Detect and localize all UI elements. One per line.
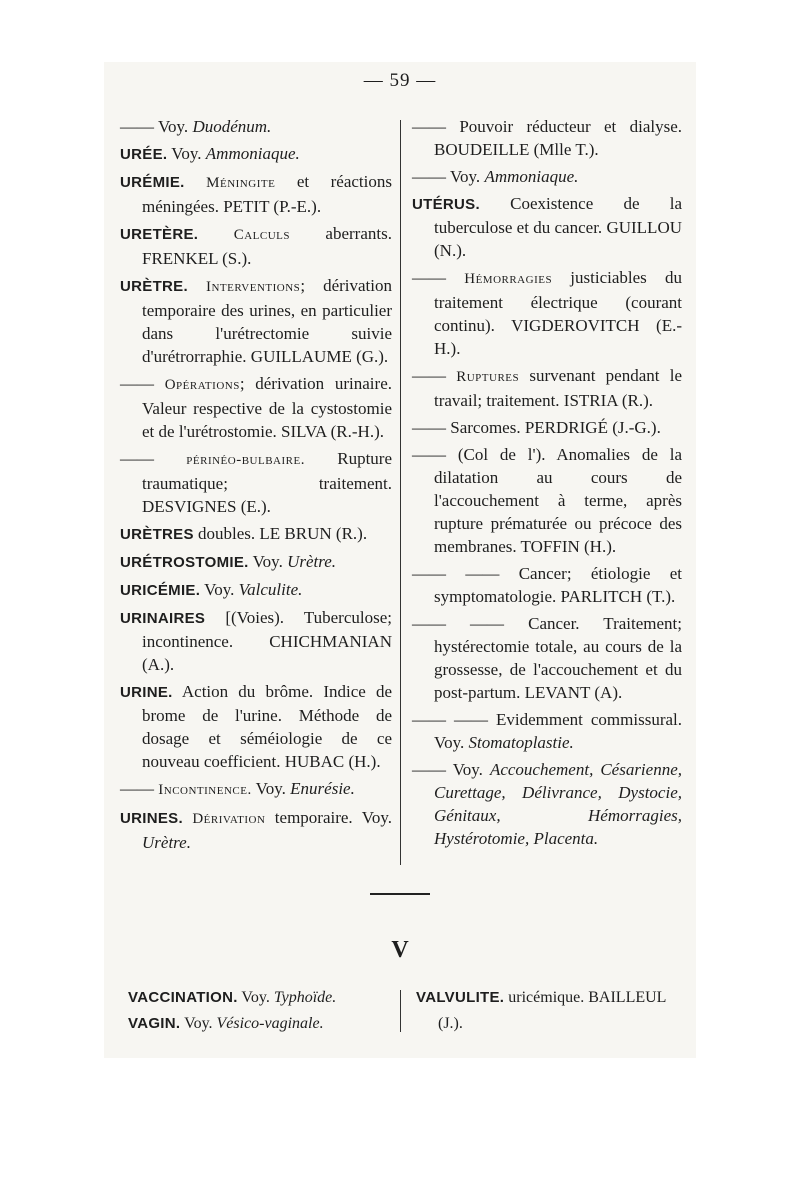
index-entry — [120, 447, 392, 518]
entry-text: Cancer; étiologie et symptomatologie. PARLITCH (T.). — [434, 564, 682, 606]
entry-text: Voy. — [452, 760, 490, 779]
entry-text: Voy. — [157, 117, 193, 136]
entry-dash: —— — [412, 167, 450, 186]
entry-headword: URETÈRE. — [120, 226, 199, 243]
entry-dash: —— — [412, 760, 453, 779]
entry-text: doubles. LE BRUN (R.). — [193, 524, 368, 543]
column-divider — [400, 120, 401, 865]
entry-dash: —— — [412, 445, 458, 464]
index-entry — [412, 165, 682, 188]
entry-text: survenant pendant le travail; traitement. ISTRIA (R.). — [434, 366, 682, 410]
entry-dash: —— —— — [412, 614, 529, 633]
entry-text: ; dérivation temporaire des urines, en particulier dans l'urétrectomie suivie d'urétrorraphie. GUILLAUME (G.). — [142, 276, 392, 366]
index-entry — [120, 522, 392, 546]
entry-reference: Ammoniaque. — [205, 144, 300, 163]
entry-reference: Ammoniaque. — [484, 167, 579, 186]
entry-text: aberrants. FRENKEL (S.). — [142, 224, 392, 268]
entry-reference: Stomatoplastie. — [468, 733, 574, 752]
index-entry — [120, 222, 392, 270]
entry-reference: Valculite. — [238, 580, 303, 599]
entry-text: Voy. — [167, 144, 206, 163]
entry-text: [(Voies). Tuberculose; incontinence. CHICHMANIAN (A.). — [142, 608, 392, 674]
entry-headword: URÉMIE. — [120, 174, 185, 191]
entry-text: et réactions méningées. PETIT (P.-E.). — [142, 172, 392, 216]
entry-reference: Duodénum. — [192, 117, 272, 136]
entry-reference: Accouchement, Césarienne, Curettage, Délivrance, Dystocie, Génitaux, Hémorragies, Hystérotomie, Placenta. — [434, 760, 682, 848]
entry-headword: URICÉMIE. — [120, 582, 201, 599]
entry-dash: —— — [120, 779, 159, 798]
section-letter: V — [391, 937, 409, 963]
entry-text: Evidemment commissural. Voy. — [434, 710, 682, 752]
entry-headword: URÈTRES — [120, 526, 194, 543]
entry-text: uricémique. BAILLEUL (J.). — [438, 989, 666, 1032]
index-entry-valvulite — [416, 985, 686, 1037]
entry-dash: —— — [120, 117, 158, 136]
entry-text: Voy. — [180, 1015, 217, 1032]
index-entry — [120, 606, 392, 676]
index-entry — [120, 372, 392, 443]
index-entry — [412, 115, 682, 161]
entry-reference: Urètre. — [142, 833, 191, 852]
entry-reference: Urètre. — [287, 552, 337, 571]
entry-headword: VAGIN. — [128, 1015, 181, 1032]
index-entry — [120, 274, 392, 368]
index-entry — [412, 364, 682, 412]
entry-dash: —— — [412, 418, 451, 437]
index-entry — [120, 680, 392, 773]
entry-headword: URINES. — [120, 810, 183, 827]
entry-dash: —— — [120, 449, 187, 468]
entry-headword: URÉTROSTOMIE. — [120, 554, 249, 571]
entry-dash: —— — [120, 374, 165, 393]
entry-dash: —— — [412, 268, 465, 287]
index-entry — [128, 1011, 388, 1037]
entry-text: Pouvoir réducteur et dialyse. BOUDEILLE (Mlle T.). — [434, 117, 682, 159]
entry-subheading: Incontinence. — [158, 782, 252, 798]
entry-text: (Col de l'). Anomalies de la dilatation au cours de l'accouchement à terme, après rupture prématurée ou précoce des membranes. TOFFIN (H.). — [434, 445, 683, 556]
index-column-left — [120, 115, 392, 858]
entry-text: Cancer. Traitement; hystérectomie totale, au cours de la grossesse, de l'accouchement et du post-partum. LEVANT (A). — [434, 614, 683, 702]
entry-text: Coexistence de la tuberculose et du cancer. GUILLOU (N.). — [434, 194, 682, 260]
entry-text: Action du brôme. Indice de brome de l'urine. Méthode de dosage et séméiologie de ce nouveau coefficient. HUBAC (H.). — [142, 682, 392, 771]
column-divider-bottom — [400, 990, 401, 1032]
entry-headword: VALVULITE. — [416, 989, 505, 1006]
entry-headword: UTÉRUS. — [412, 196, 480, 213]
entry-text: Sarcomes. PERDRIGÉ (J.-G.). — [450, 418, 661, 437]
index-entry — [128, 985, 388, 1011]
entry-text: Voy. — [251, 779, 291, 798]
entry-reference: Enurésie. — [290, 779, 355, 798]
index-entry — [120, 142, 392, 166]
index-entry — [120, 115, 392, 138]
entry-dash: —— — [412, 366, 457, 385]
entry-text: temporaire. Voy. — [265, 808, 392, 827]
entry-text: ; dérivation urinaire. Valeur respective de la cystostomie et de l'urétrostomie. SILVA (R.-H.). — [142, 374, 392, 441]
index-entry — [412, 266, 682, 360]
entry-subheading: Calculs — [198, 227, 290, 243]
entry-dash: —— — [412, 117, 460, 136]
index-entry — [120, 170, 392, 218]
entry-text: Voy. — [200, 580, 239, 599]
entry-subheading: Ruptures — [456, 369, 520, 385]
index-entry — [412, 612, 682, 704]
entry-reference: Typhoïde. — [273, 989, 337, 1006]
index-entry — [120, 550, 392, 574]
entry-headword: URINAIRES — [120, 610, 206, 627]
index-entry — [412, 758, 682, 850]
entry-dash: —— —— — [412, 564, 519, 583]
index-entry — [412, 416, 682, 439]
entry-subheading: périnéo-bulbaire. — [186, 452, 305, 468]
entry-subheading: Méningite — [184, 175, 276, 191]
index-entry — [120, 578, 392, 602]
index-entry — [412, 708, 682, 754]
index-entry — [412, 443, 682, 558]
index-entry — [120, 806, 392, 854]
entry-text: justiciables du traitement électrique (courant continu). VIGDEROVITCH (E.-H.). — [434, 268, 683, 358]
entry-text: Rupture traumatique; traitement. DESVIGNES (E.). — [142, 449, 392, 516]
entry-subheading: Dérivation — [182, 811, 266, 827]
index-column-right — [412, 115, 682, 854]
entry-headword: URÉE. — [120, 146, 168, 163]
page-number: — 59 — — [363, 70, 437, 91]
entry-subheading: Interventions — [187, 279, 301, 295]
entry-dash: —— —— — [412, 710, 496, 729]
index-entry — [412, 562, 682, 608]
entry-text: Voy. — [237, 989, 274, 1006]
entry-headword: URÈTRE. — [120, 278, 188, 295]
index-entry — [412, 192, 682, 262]
entry-reference: Vésico-vaginale. — [216, 1015, 324, 1032]
entry-headword: VACCINATION. — [128, 989, 238, 1006]
index-entry — [120, 777, 392, 802]
entry-text: Voy. — [248, 552, 288, 571]
entry-text: Voy. — [449, 167, 485, 186]
entry-subheading: Hémorragies — [464, 271, 553, 287]
entry-headword: URINE. — [120, 684, 173, 701]
index-column-bottom-left — [128, 985, 388, 1037]
entry-subheading: Opérations — [164, 377, 240, 393]
section-rule — [370, 893, 430, 895]
